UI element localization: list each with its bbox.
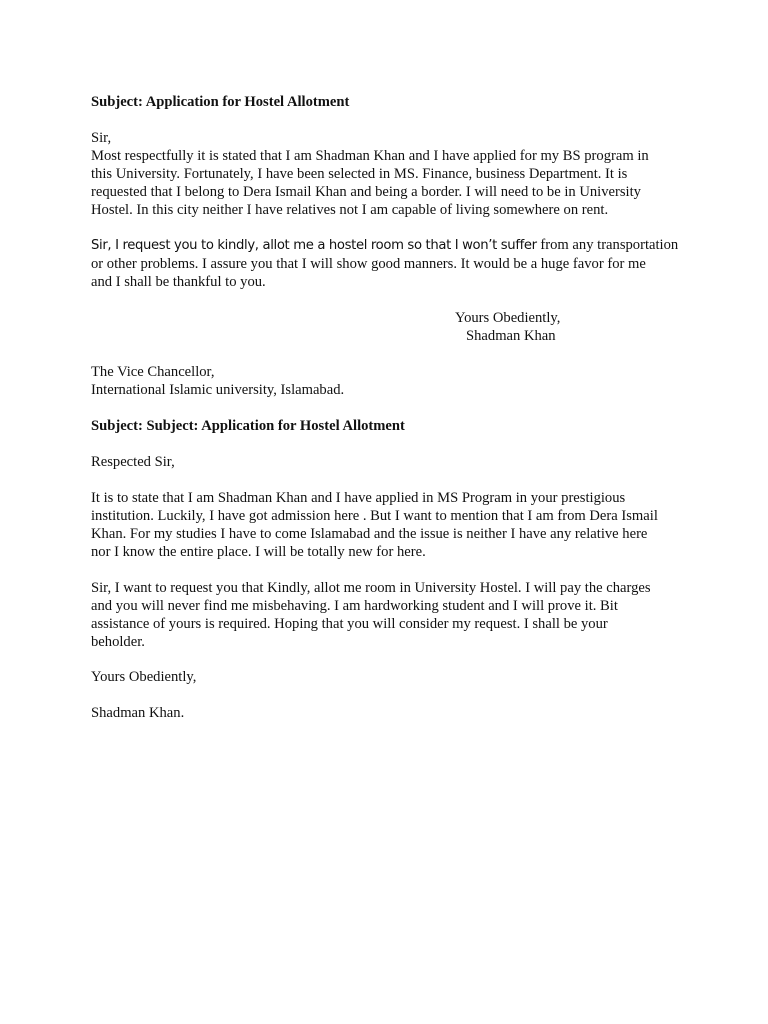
letter2-paragraph2-line4: beholder. [91, 634, 145, 650]
letter2-paragraph1-line4: nor I know the entire place. I will be totally new for here. [91, 544, 426, 560]
letter2-subject: Subject: Subject: Application for Hostel Allotment [91, 418, 405, 434]
document-page [91, 93, 691, 722]
letter2-recipient-title: The Vice Chancellor, [91, 364, 215, 380]
letter1-paragraph2-line3: and I shall be thankful to you. [91, 274, 266, 290]
letter1-paragraph2-line2: or other problems. I assure you that I will show good manners. It would be a huge favor for me [91, 256, 646, 272]
letter1-paragraph1-line1: Most respectfully it is stated that I am Shadman Khan and I have applied for my BS program in [91, 148, 649, 164]
letter1-paragraph2-handwritten-segment: Sir, I request you to kindly, allot me a hostel room so that I won’t suffer [91, 238, 537, 253]
letter2-paragraph1-line3: Khan. For my studies I have to come Islamabad and the issue is neither I have any relative here [91, 526, 648, 542]
letter1-subject: Subject: Application for Hostel Allotment [91, 94, 350, 110]
letter1-closing: Yours Obediently, [455, 310, 561, 326]
letter1-paragraph1-line4: Hostel. In this city neither I have relatives not I am capable of living somewhere on rent. [91, 202, 609, 218]
letter2-salutation: Respected Sir, [91, 454, 175, 470]
letter2-paragraph1-line1: It is to state that I am Shadman Khan and I have applied in MS Program in your prestigious [91, 490, 626, 506]
letter1-signoff [91, 309, 691, 345]
letter2-paragraph2-line1: Sir, I want to request you that Kindly, allot me room in University Hostel. I will pay the charges [91, 580, 651, 596]
letter2-closing: Yours Obediently, [91, 669, 197, 685]
letter2-signature: Shadman Khan. [91, 705, 185, 721]
letter2-paragraph1-line2: institution. Luckily, I have got admission here . But I want to mention that I am from Dera Ismail [91, 508, 658, 524]
letter2-recipient-org: International Islamic university, Islamabad. [91, 382, 345, 398]
letter1-paragraph1-line3: requested that I belong to Dera Ismail Khan and being a border. I will need to be in University [91, 184, 641, 200]
letter1-salutation: Sir, [91, 130, 112, 146]
letter1-paragraph2-line1-rest: from any transportation [536, 237, 679, 253]
letter1-signature: Shadman Khan [466, 328, 556, 344]
letter2-paragraph2-line3: assistance of yours is required. Hoping that you will consider my request. I shall be your [91, 616, 608, 632]
letter1-paragraph1-line2: this University. Fortunately, I have been selected in MS. Finance, business Department. It is [91, 166, 628, 182]
letter2-paragraph2-line2: and you will never find me misbehaving. I am hardworking student and I will prove it. Bit [91, 598, 618, 614]
letter1-paragraph2-line1 [91, 236, 691, 255]
